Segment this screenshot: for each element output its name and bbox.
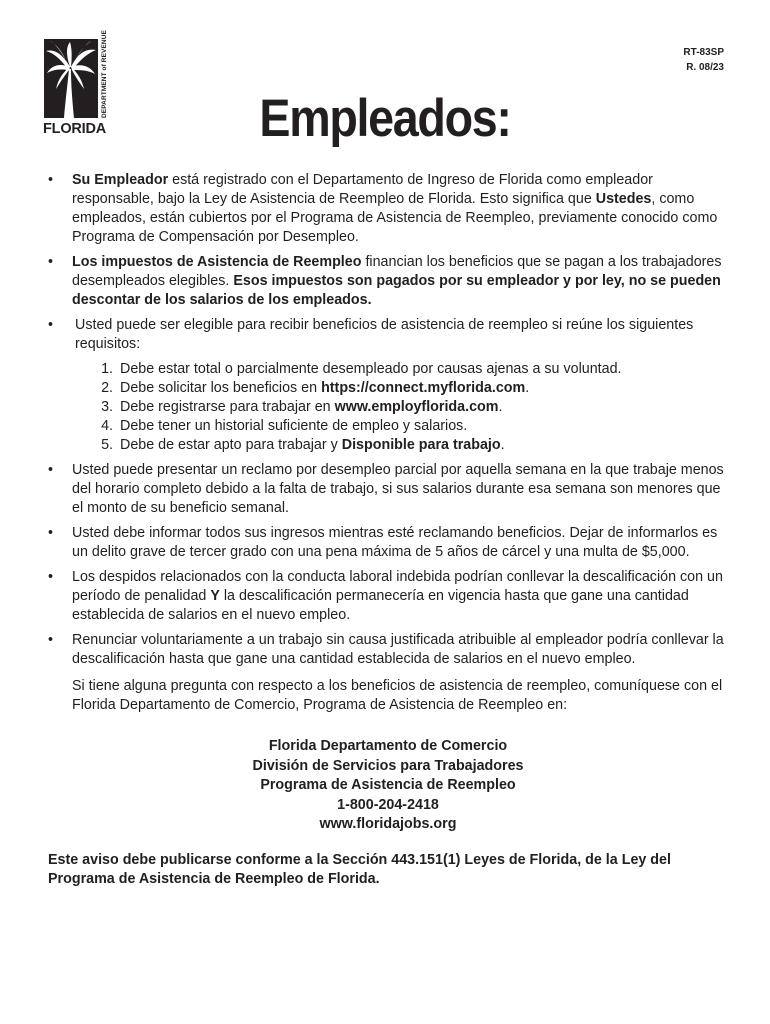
requirement-text: Debe tener un historial suficiente de empleo y salarios. bbox=[120, 418, 468, 434]
requirement-text: Debe de estar apto para trabajar y bbox=[120, 437, 342, 453]
bullet-report-earnings bbox=[48, 524, 728, 562]
contact-phone: 1-800-204-2418 bbox=[337, 796, 439, 813]
bullet-taxes-text: financian los beneficios que se pagan a los trabajadores desempleados elegibles. bbox=[72, 254, 722, 289]
bullet-partial-claim-text: Usted puede presentar un reclamo por desempleo parcial por aquella semana en la que trabaje menos del horario completo debido a la falta de trabajo, si sus salarios durante esa semana son menores que el monto de su beneficio semanal. bbox=[72, 462, 724, 516]
logo-department-text: DEPARTMENT of REVENUE bbox=[101, 30, 108, 118]
connect-link[interactable]: https://connect.myflorida.com bbox=[321, 380, 526, 396]
bullet-taxes bbox=[48, 253, 728, 310]
form-revision: R. 08/23 bbox=[686, 62, 724, 73]
bullet-partial-claim bbox=[48, 461, 728, 518]
requirement-text: . bbox=[498, 399, 503, 415]
requirement-item bbox=[117, 436, 728, 455]
bullet-report-earnings-text: Usted debe informar todos sus ingresos mientras esté reclamando beneficios. Dejar de informarlos es un delito grave de tercer grado con una pena máxima de 5 años de cárcel y una multa de $5,000. bbox=[72, 525, 718, 560]
requirement-text: Debe solicitar los beneficios en bbox=[120, 380, 322, 396]
logo-wordmark: FLORIDA bbox=[43, 121, 107, 137]
bullet-mark: • bbox=[48, 462, 54, 478]
requirement-item bbox=[117, 417, 728, 436]
requirement-item bbox=[117, 360, 728, 379]
requirement-item bbox=[117, 379, 728, 398]
questions-paragraph: Si tiene alguna pregunta con respecto a los beneficios de asistencia de reempleo, comuníquese con el Florida Departamento de Comercio, Programa de Asistencia de Reempleo en: bbox=[72, 678, 723, 713]
bullet-voluntary-quit-text: Renunciar voluntariamente a un trabajo sin causa justificada atribuible al empleador podría conllevar la descalificación hasta que gane una cantidad establecida de salarios en el nuevo empleo. bbox=[72, 632, 724, 667]
posting-notice: Este aviso debe publicarse conforme a la Sección 443.151(1) Leyes de Florida, de la Ley del Programa de Asistencia de Reempleo de Florida. bbox=[48, 851, 671, 887]
bullet-employer-bold-2: Ustedes bbox=[595, 191, 652, 207]
bullet-mark: • bbox=[48, 525, 54, 541]
bullet-misconduct-text: Los despidos relacionados con la conducta laboral indebida podrían conllevar la descalificación con un período de penalidad bbox=[72, 569, 723, 604]
bullet-misconduct-text-2: la descalificación permanecería en vigencia hasta que gane una cantidad establecida de salarios en el nuevo empleo. bbox=[72, 588, 689, 623]
bullet-taxes-bold-2: Esos impuestos son pagados por su empleador y por ley, no se pueden descontar de los salarios de los empleados. bbox=[72, 273, 721, 308]
bullet-mark: • bbox=[48, 254, 54, 270]
bullet-employer-text: está registrado con el Departamento de Ingreso de Florida como empleador responsable, bajo la Ley de Asistencia de Reempleo de Florida. Esto significa que bbox=[72, 172, 653, 207]
contact-line: Florida Departamento de Comercio bbox=[268, 738, 508, 754]
bullet-eligibility bbox=[48, 316, 728, 455]
requirement-text: Debe estar total o parcialmente desempleado por causas ajenas a su voluntad. bbox=[120, 361, 622, 377]
contact-website[interactable]: www.floridajobs.org bbox=[319, 816, 457, 832]
contact-line: División de Servicios para Trabajadores bbox=[252, 757, 524, 774]
bullet-employer-text-2: , como empleados, están cubiertos por el Programa de Asistencia de Reempleo, previamente conocido como Programa de Compensación por Desempleo. bbox=[72, 191, 718, 245]
requirement-bold: Disponible para trabajo bbox=[341, 437, 501, 453]
contact-line: Programa de Asistencia de Reempleo bbox=[260, 777, 516, 793]
bullet-mark: • bbox=[48, 317, 54, 333]
contact-block bbox=[48, 737, 728, 835]
bullet-misconduct bbox=[48, 568, 728, 625]
employflorida-link[interactable]: www.employflorida.com bbox=[334, 399, 499, 415]
bullet-mark: • bbox=[48, 632, 54, 648]
requirement-text: Debe registrarse para trabajar en bbox=[120, 399, 335, 415]
bullet-misconduct-bold: Y bbox=[210, 588, 220, 604]
bullet-employer bbox=[48, 171, 728, 247]
requirements-list bbox=[75, 360, 728, 455]
document-body bbox=[48, 171, 728, 890]
bullet-employer-bold: Su Empleador bbox=[72, 172, 169, 188]
eligibility-intro: Usted puede ser elegible para recibir beneficios de asistencia de reempleo si reúne los siguientes requisitos: bbox=[75, 317, 694, 352]
requirement-text: . bbox=[525, 380, 530, 396]
bullet-mark: • bbox=[48, 172, 54, 188]
form-identifier bbox=[683, 45, 724, 75]
requirement-text: . bbox=[500, 437, 505, 453]
form-number: RT-83SP bbox=[683, 47, 724, 58]
bullet-mark: • bbox=[48, 569, 54, 585]
requirement-item bbox=[117, 398, 728, 417]
bullet-taxes-bold: Los impuestos de Asistencia de Reempleo bbox=[72, 254, 362, 270]
bullet-voluntary-quit bbox=[48, 631, 728, 669]
page-title: Empleados: bbox=[259, 89, 511, 148]
